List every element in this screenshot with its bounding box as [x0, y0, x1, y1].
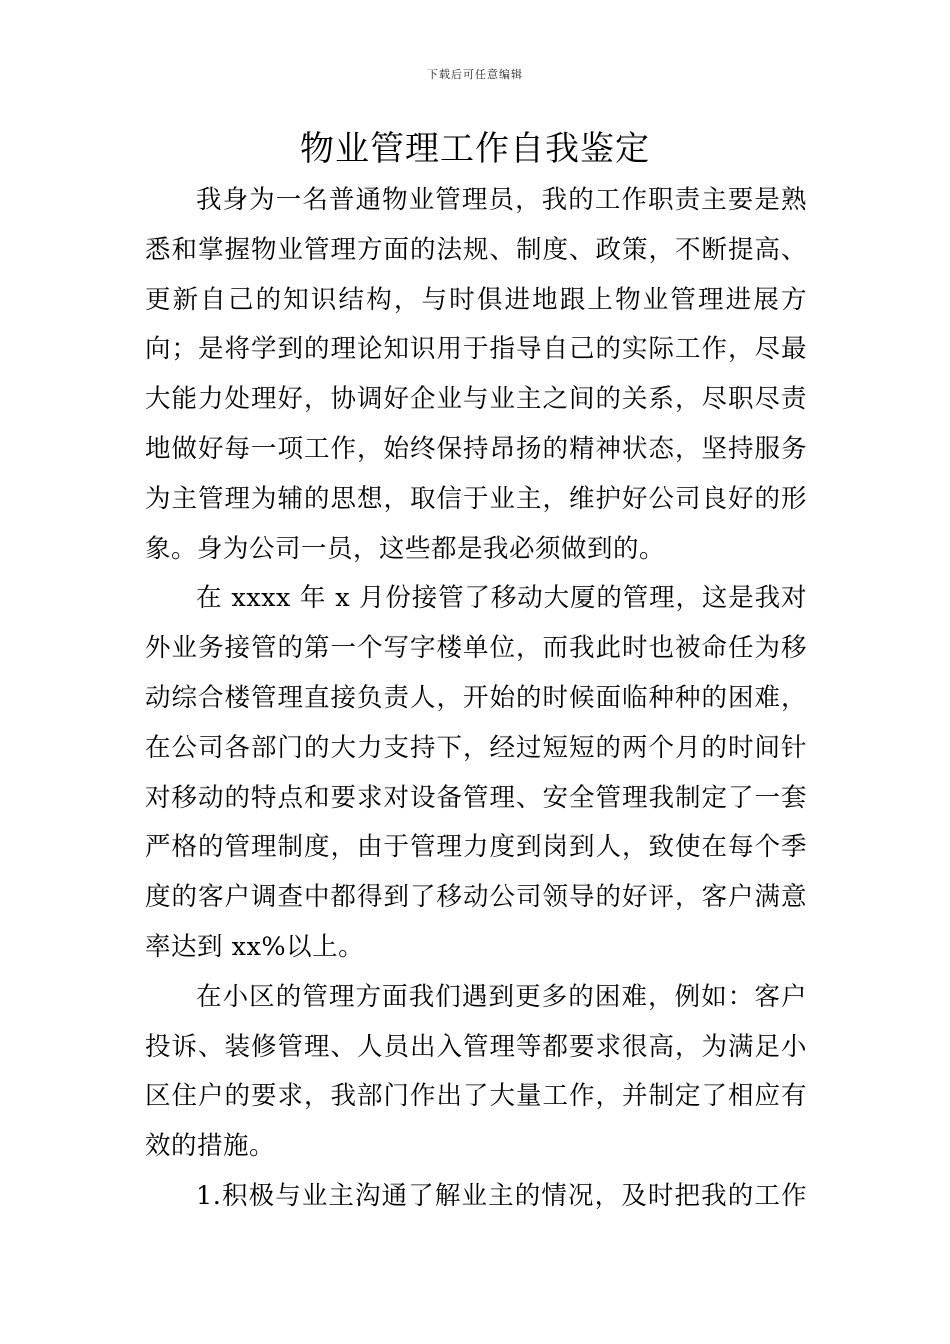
paragraph-community-management: 在小区的管理方面我们遇到更多的困难，例如：客户投诉、装修管理、人员出入管理等都要求很高，为满足小区住户的要求，我部门作出了大量工作，并制定了相应有效的措施。	[145, 981, 807, 1162]
paragraph-mobile-building: 在 xxxx 年 x 月份接管了移动大厦的管理，这是我对外业务接管的第一个写字楼单位，而我此时也被命任为移动综合楼管理直接负责人，开始的时候面临种种的困难，在公司各部门的大力支持下，经过短短的两个月的时间针对移动的特点和要求对设备管理、安全管理我制定了一套严格的管理制度，由于管理力度到岗到人，致使在每个季度的客户调查中都得到了移动公司领导的好评，客户满意率达到 xx%以上。	[145, 583, 807, 962]
document-body	[145, 176, 807, 1236]
paragraph-self-duties: 我身为一名普通物业管理员，我的工作职责主要是熟悉和掌握物业管理方面的法规、制度、政策，不断提高、更新自己的知识结构，与时俱进地跟上物业管理进展方向；是将学到的理论知识用于指导自己的实际工作，尽最大能力处理好，协调好企业与业主之间的关系，尽职尽责地做好每一项工作，始终保持昂扬的精神状态，坚持服务为主管理为辅的思想，取信于业主，维护好公司良好的形象。身为公司一员，这些都是我必须做到的。	[145, 185, 807, 564]
header-note: 下载后可任意编辑	[427, 68, 523, 81]
document-title: 物业管理工作自我鉴定	[300, 129, 650, 169]
paragraph-numbered-item-1: 1.积极与业主沟通了解业主的情况，及时把我的工作	[196, 1180, 807, 1211]
